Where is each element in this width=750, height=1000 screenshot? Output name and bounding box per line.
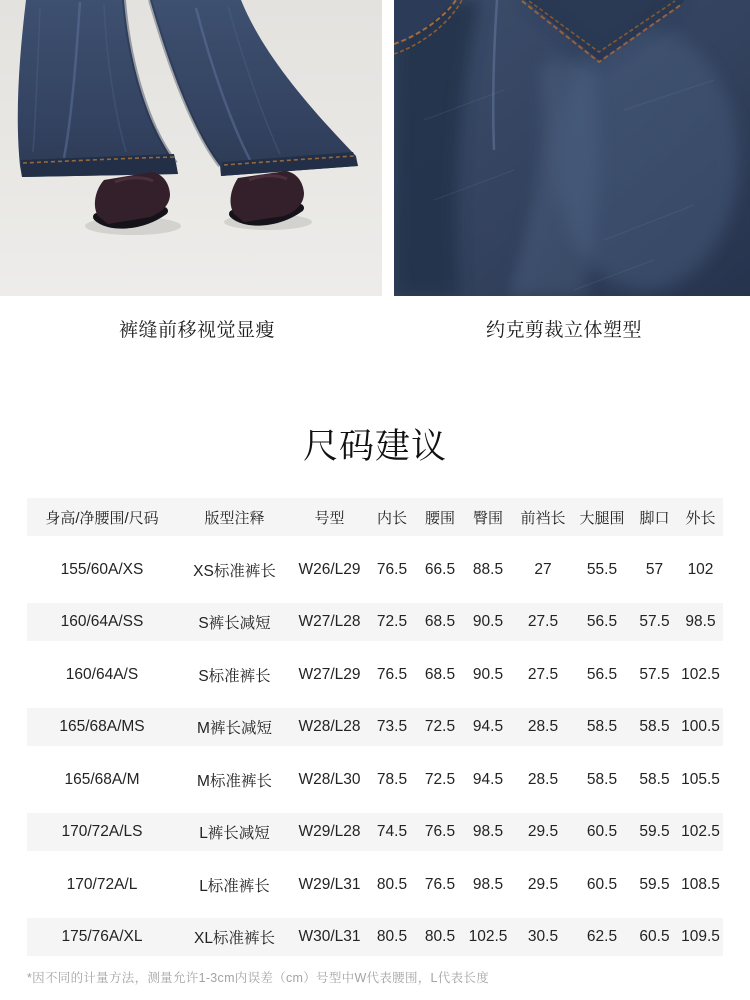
- table-cell: 105.5: [681, 770, 720, 788]
- table-row: [27, 866, 723, 904]
- table-cell: 80.5: [376, 875, 408, 893]
- table-cell: W29/L31: [298, 875, 361, 893]
- table-cell: 76.5: [376, 560, 408, 578]
- size-table: [27, 498, 723, 956]
- table-cell: 98.5: [472, 875, 504, 893]
- table-cell: 76.5: [376, 665, 408, 683]
- table-cell: 56.5: [586, 613, 618, 630]
- table-cell: 60.5: [639, 928, 670, 945]
- photo-captions: [0, 296, 750, 344]
- table-cell: 102.5: [468, 928, 508, 945]
- table-cell: 29.5: [527, 875, 559, 893]
- table-cell: 94.5: [472, 770, 504, 788]
- table-cell: 170/72A/LS: [61, 823, 143, 840]
- photo-caption-right: 约克剪裁立体塑型: [485, 320, 642, 341]
- table-cell: 58.5: [639, 770, 670, 788]
- photo-caption-left: 裤缝前移视觉显瘦: [118, 320, 275, 341]
- table-cell: 66.5: [424, 560, 456, 578]
- column-header: 内长: [376, 509, 407, 527]
- table-cell: L裤长减短: [199, 825, 270, 842]
- table-cell: 76.5: [424, 875, 456, 893]
- table-cell: 160/64A/SS: [60, 613, 144, 630]
- table-cell: 28.5: [527, 770, 559, 788]
- table-cell: S裤长减短: [198, 615, 271, 632]
- product-photo-back-yoke: [394, 0, 750, 296]
- table-cell: 98.5: [472, 823, 504, 840]
- table-cell: 57: [645, 560, 664, 578]
- table-cell: 90.5: [472, 613, 504, 630]
- table-cell: 56.5: [586, 665, 618, 683]
- table-cell: 102.5: [681, 665, 720, 683]
- table-row: [27, 761, 723, 799]
- size-guide-title: 尺码建议: [302, 427, 447, 466]
- table-cell: 57.5: [639, 665, 670, 683]
- table-cell: 155/60A/XS: [60, 560, 144, 578]
- column-header: 臀围: [472, 509, 503, 527]
- table-cell: 58.5: [586, 770, 618, 788]
- table-cell: 72.5: [424, 718, 456, 735]
- table-cell: XL标准裤长: [194, 930, 275, 947]
- jeans-back-illustration: [394, 0, 750, 296]
- table-cell: 59.5: [639, 823, 670, 840]
- column-header: 腰围: [424, 509, 455, 527]
- jeans-hem-illustration: [0, 0, 382, 296]
- table-cell: 58.5: [586, 718, 618, 735]
- photo-divider: [382, 0, 394, 296]
- table-cell: 175/76A/XL: [61, 928, 143, 945]
- size-table-body: [27, 551, 723, 957]
- table-row: [27, 813, 723, 851]
- column-header: 前裆长: [520, 509, 566, 527]
- table-cell: 72.5: [424, 770, 456, 788]
- column-header: 号型: [314, 509, 345, 527]
- table-cell: W27/L28: [298, 613, 361, 630]
- table-cell: W28/L28: [298, 718, 361, 735]
- table-row: [27, 918, 723, 956]
- column-header: 脚口: [639, 509, 670, 527]
- table-cell: 62.5: [586, 928, 618, 945]
- table-cell: 165/68A/MS: [59, 718, 145, 735]
- table-cell: 90.5: [472, 665, 504, 683]
- table-cell: W26/L29: [298, 560, 361, 578]
- table-cell: 68.5: [424, 613, 456, 630]
- table-cell: L标准裤长: [199, 877, 270, 895]
- table-cell: W27/L29: [298, 665, 361, 683]
- table-cell: 80.5: [376, 928, 408, 945]
- table-cell: 27: [534, 560, 552, 578]
- table-cell: 55.5: [586, 560, 618, 578]
- table-cell: 100.5: [681, 718, 720, 735]
- table-cell: 27.5: [527, 665, 559, 683]
- table-cell: 160/64A/S: [65, 665, 139, 683]
- size-table-header: [27, 498, 723, 536]
- table-cell: 27.5: [527, 613, 559, 630]
- column-header: 大腿围: [579, 509, 625, 527]
- table-cell: 108.5: [681, 875, 720, 893]
- product-photo-front-hem: [0, 0, 382, 296]
- table-cell: XS标准裤长: [193, 562, 276, 580]
- table-cell: S标准裤长: [198, 667, 271, 685]
- table-cell: 170/72A/L: [66, 875, 138, 893]
- table-cell: W30/L31: [298, 928, 361, 945]
- table-row: [27, 708, 723, 746]
- table-row: [27, 551, 723, 589]
- table-cell: 102: [687, 560, 714, 578]
- table-cell: 60.5: [586, 823, 618, 840]
- table-cell: 72.5: [376, 613, 408, 630]
- table-cell: 29.5: [527, 823, 559, 840]
- table-cell: M裤长减短: [197, 720, 272, 737]
- table-cell: 68.5: [424, 665, 456, 683]
- table-cell: 102.5: [681, 823, 720, 840]
- column-header: 身高/净腰围/尺码: [45, 509, 159, 527]
- table-cell: W29/L28: [298, 823, 361, 840]
- table-cell: 76.5: [424, 823, 456, 840]
- measurement-footnote: *因不同的计量方法，测量允许1-3cm内误差（cm）号型中W代表腰围，L代表长度: [27, 971, 490, 985]
- product-photos: [0, 0, 750, 296]
- table-cell: 94.5: [472, 718, 504, 735]
- table-cell: 60.5: [586, 875, 618, 893]
- table-cell: 57.5: [639, 613, 670, 630]
- table-row: [27, 656, 723, 694]
- table-cell: W28/L30: [298, 770, 361, 788]
- table-cell: 74.5: [376, 823, 408, 840]
- table-cell: 109.5: [681, 928, 720, 945]
- table-cell: 165/68A/M: [64, 770, 140, 788]
- table-cell: 30.5: [527, 928, 559, 945]
- table-cell: 28.5: [527, 718, 559, 735]
- table-cell: 73.5: [376, 718, 408, 735]
- table-cell: 78.5: [376, 770, 408, 788]
- column-header: 外长: [685, 509, 716, 527]
- table-cell: 98.5: [685, 613, 716, 630]
- table-cell: M标准裤长: [197, 772, 272, 790]
- column-header: 版型注释: [204, 509, 265, 527]
- table-row: [27, 603, 723, 641]
- table-cell: 58.5: [639, 718, 670, 735]
- table-cell: 80.5: [424, 928, 456, 945]
- table-cell: 88.5: [472, 560, 504, 578]
- table-cell: 59.5: [639, 875, 670, 893]
